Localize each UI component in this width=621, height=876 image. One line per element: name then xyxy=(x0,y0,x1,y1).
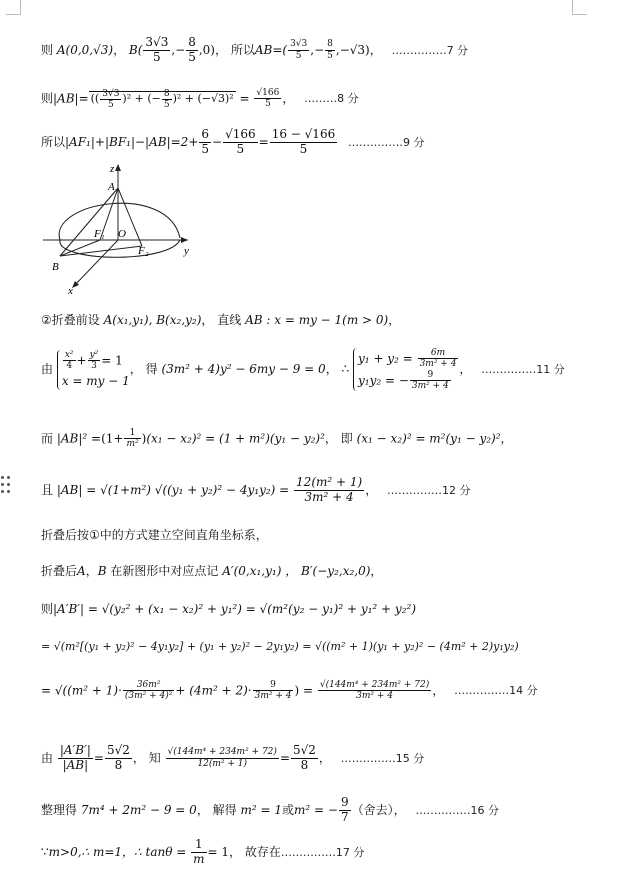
text: 所以 xyxy=(41,134,66,149)
formula: = √((m² + 1)· xyxy=(41,683,122,698)
text: ∵ xyxy=(41,844,49,859)
text: ， xyxy=(229,844,242,859)
fraction-den: m² xyxy=(126,439,139,450)
formula: ,−√3) xyxy=(335,42,370,57)
fraction-den: 5 xyxy=(188,49,196,64)
formula: |A′B′| = √(y₂² + (x₁ − x₂)² + y₁²) = √(m²(y₂ − y₁)² + y₁² + y₂²) xyxy=(53,602,416,616)
line-tidy xyxy=(41,796,603,825)
text: ， xyxy=(388,313,401,327)
formula: 7m⁴ + 2m² − 9 = 0 xyxy=(80,802,197,817)
formula: = 1 xyxy=(207,844,230,859)
formula: + xyxy=(76,353,87,368)
formula: |AB|² = xyxy=(56,431,102,446)
fraction-den: 3m² + 4 xyxy=(419,359,457,370)
text: 在新图形中对应点记 xyxy=(110,564,219,578)
text: 解得 xyxy=(212,802,237,817)
label-B: B xyxy=(52,261,59,273)
label-x: x xyxy=(68,285,73,297)
fraction-num: 6 xyxy=(201,127,210,141)
formula: AB=( xyxy=(254,42,288,57)
text: 故存在 xyxy=(244,844,281,859)
score-8: ………8 分 xyxy=(304,92,359,106)
text: 而 xyxy=(41,431,54,446)
formula: = xyxy=(93,750,104,765)
fraction-den: 5 xyxy=(153,49,161,64)
formula: (3m² + 4)y² − 6my − 9 = 0 xyxy=(161,362,326,377)
formula: A(x₁,y₁), B(x₂,y₂) xyxy=(103,313,202,327)
formula: ,− xyxy=(171,42,186,57)
fraction-num: 1 xyxy=(124,428,140,439)
formula: x = my − 1 xyxy=(61,373,130,388)
text: ， xyxy=(113,42,126,57)
page-corner-mark xyxy=(572,0,587,15)
formula: (x₁ − x₂)² = (1 + m²)(y₁ − y₂)² xyxy=(146,431,325,446)
text: ， xyxy=(324,431,337,446)
label-O: O xyxy=(118,228,126,240)
text: ， xyxy=(369,42,382,57)
fraction-den: 5 xyxy=(295,50,302,61)
fraction-den: m xyxy=(193,851,205,866)
formula: A′(0,x₁,y₁) ， B′(−y₂,x₂,0) xyxy=(222,564,371,578)
fraction-den: 7 xyxy=(340,809,349,824)
text: ， xyxy=(196,802,209,817)
label-F2: F₂ xyxy=(138,245,149,257)
line-final xyxy=(41,838,603,867)
fraction-num: 3√3 xyxy=(145,35,169,49)
text: ， xyxy=(129,362,142,377)
page-corner-mark xyxy=(6,0,21,15)
text: ， xyxy=(214,42,227,57)
formula: m² = 1 xyxy=(240,802,283,817)
text: ， xyxy=(370,564,383,578)
fraction-num: 16 − √166 xyxy=(271,127,336,141)
fraction-den: |AB| xyxy=(62,757,89,772)
formula: y₁ + y₂ = xyxy=(358,351,413,366)
fraction-num: 6m xyxy=(418,348,459,359)
fraction-den: 5 xyxy=(163,99,170,110)
line-apb-2 xyxy=(41,640,603,653)
fraction-den: 3 xyxy=(91,361,97,372)
fraction-num: 3√3 xyxy=(102,88,120,99)
text: 即 xyxy=(340,431,353,446)
segment-AB xyxy=(60,188,118,256)
line-ab-length: 则|AB|= (( $\frac{3√3}{5}$ )² + (− $\frac{8}{5}$ )² + (−√3)² = $\frac{√166}{5}$ ， ………8 分 xyxy=(41,88,359,110)
formula: = 1 xyxy=(101,353,123,368)
text: ， xyxy=(500,431,513,446)
formula: A(0,0,√3) xyxy=(56,42,114,57)
line-fold-points: 折叠后A，B 在新图形中对应点记 A′(0,x₁,y₁) ， B′(−y₂,x₂,0)， xyxy=(41,564,383,578)
text: ②折叠前设 xyxy=(41,313,100,327)
fraction-num: √(144m⁴ + 234m² + 72) xyxy=(319,680,430,690)
formula: ,0) xyxy=(198,42,215,57)
fraction-num: 8 xyxy=(327,39,333,50)
fraction-num: 8 xyxy=(163,88,170,99)
text: 直线 xyxy=(217,313,242,327)
formula: − xyxy=(212,134,223,149)
text: 则 xyxy=(41,91,54,106)
text: 由 xyxy=(41,362,54,377)
formula: |AB| = √(1+m²) √((y₁ + y₂)² − 4y₁y₂) = xyxy=(56,482,290,497)
formula: (x₁ − x₂)² = m²(y₁ − y₂)² xyxy=(356,431,501,446)
fraction-den: 5 xyxy=(107,99,114,110)
score-15: ……………15 分 xyxy=(340,751,425,765)
fraction-num: y² xyxy=(89,349,99,360)
fraction-num: x² xyxy=(64,349,74,360)
fraction-num: 9 xyxy=(253,680,294,691)
text: ， xyxy=(365,482,378,497)
line-setup xyxy=(41,311,603,328)
line-points-A-B: 则 A(0,0,√3)， B( $\frac{3√3}{5}$ ,− $\frac{8}{5}$ ,0)， 所以AB=( $\frac{3√3}{5}$ ,− $\frac{8}{5}$ ,−√3)， ……………7 分 xyxy=(41,35,469,64)
formula: = √(m²[(y₁ + y₂)² − 4y₁y₂] + (y₁ + y₂)² − 2y₁y₂) = √((m² + 1)(y₁ + y₂)² − (4m² + 2)y₁y₂) xyxy=(41,640,519,653)
text: ∴ xyxy=(341,362,350,377)
text: （舍去）， xyxy=(351,802,406,817)
fraction-num: 36m² xyxy=(123,680,175,691)
line-ab-length-m xyxy=(41,476,603,505)
formula: = xyxy=(258,134,269,149)
score-17: ……………17 分 xyxy=(280,845,365,859)
fraction-num: 9 xyxy=(410,370,451,381)
line-sum xyxy=(41,128,603,157)
text: 或 xyxy=(282,802,295,817)
fraction-den: 5 xyxy=(236,141,245,156)
formula: + (4m² + 2)· xyxy=(175,683,252,698)
x-axis xyxy=(74,240,118,286)
fraction-den: (3m² + 4)² xyxy=(124,691,173,702)
formula: |AB|= xyxy=(53,91,89,106)
score-9: ……………9 分 xyxy=(348,135,425,149)
formula: = xyxy=(279,750,290,765)
fraction-den: 5 xyxy=(201,141,210,156)
label-z: z xyxy=(110,163,115,175)
fraction-num: 5√2 xyxy=(106,743,130,757)
fraction-den: 3m² + 4 xyxy=(411,381,449,392)
drag-handle-icon[interactable] xyxy=(0,474,12,498)
text: ， xyxy=(132,750,145,765)
text: 整理得 xyxy=(41,802,78,817)
formula: B( xyxy=(128,42,143,57)
text: ， xyxy=(325,362,338,377)
score-7: ……………7 分 xyxy=(391,43,469,57)
fraction-den: 5 xyxy=(327,50,333,61)
text: 由 xyxy=(41,750,54,765)
line-apb-1 xyxy=(41,600,603,617)
text: ， xyxy=(201,313,214,327)
fraction-den: 3m² + 4 xyxy=(356,691,393,702)
fraction-den: 8 xyxy=(300,757,309,772)
text: ， xyxy=(282,91,295,106)
fraction-num: √166 xyxy=(225,127,256,141)
text: 且 xyxy=(41,482,54,497)
fraction-num: 12(m² + 1) xyxy=(296,475,363,489)
text: 所以 xyxy=(230,42,255,57)
text: 得 xyxy=(145,362,158,377)
text: 则 xyxy=(41,602,54,616)
fraction-den: 5 xyxy=(299,141,308,156)
fraction-num: √166 xyxy=(256,88,280,98)
text: ， xyxy=(432,683,445,698)
formula: |AF₁|+|BF₁|−|AB|=2+ xyxy=(65,134,199,149)
label-F1: F₁ xyxy=(94,228,105,240)
fraction-num: 8 xyxy=(188,35,196,49)
fraction-num: 3√3 xyxy=(290,39,308,50)
score-11: ……………11 分 xyxy=(481,363,565,377)
line-ratio xyxy=(41,744,603,773)
label-A: A xyxy=(108,181,115,193)
fraction-den: 12(m² + 1) xyxy=(197,758,248,769)
fraction-den: 3m² + 4 xyxy=(254,691,292,702)
score-12: ……………12 分 xyxy=(387,483,471,497)
fraction-den: 8 xyxy=(114,757,123,772)
score-16: ……………16 分 xyxy=(415,803,499,817)
text: 知 xyxy=(148,750,161,765)
fraction-den: 5 xyxy=(265,99,271,110)
fraction-den: 4 xyxy=(66,361,73,372)
formula: m² = − xyxy=(294,802,338,817)
fraction-num: 9 xyxy=(340,795,349,809)
ellipse-figure xyxy=(38,160,208,300)
text: ， xyxy=(318,750,331,765)
text: ， xyxy=(459,362,472,377)
formula: y₁y₂ = − xyxy=(358,373,409,388)
fraction-num: √(144m⁴ + 234m² + 72) xyxy=(167,747,277,758)
line-apb-3 xyxy=(41,680,603,702)
fraction-num: 5√2 xyxy=(293,743,316,757)
fraction-num: |A′B′| xyxy=(59,743,91,757)
fraction-num: 1 xyxy=(191,838,206,853)
line-ab-squared: 而 |AB|² =(1+ $\frac{1}{\text{m²}}$ )(x₁ − x₂)² = (1 + m²)(y₁ − y₂)²， 即 (x₁ − x₂)² = m²(y₁ − y₂)²， xyxy=(41,428,513,450)
line-system xyxy=(41,348,603,391)
score-14: ……………14 分 xyxy=(454,684,538,698)
formula: AB : x = my − 1(m > 0) xyxy=(245,313,389,327)
text: 折叠后 xyxy=(41,564,78,578)
formula: m>0,∴ m=1，∴ tanθ = xyxy=(48,844,187,859)
formula: ) = xyxy=(294,683,314,698)
text: 则 xyxy=(41,42,54,57)
label-y: y xyxy=(184,245,189,257)
line-fold-coords: 折叠后按①中的方式建立空间直角坐标系， xyxy=(41,528,268,542)
fraction-den: 3m² + 4 xyxy=(304,489,354,504)
